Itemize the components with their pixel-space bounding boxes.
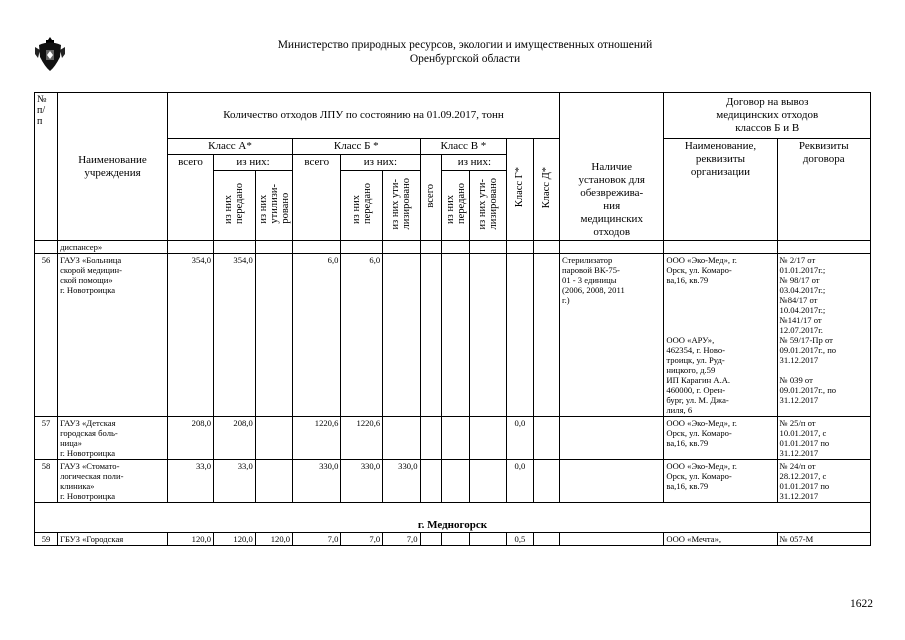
cell-b: 330,0 [293,460,341,503]
cell-v1 [442,460,469,503]
col-num-header: № п/ п [35,93,58,241]
class-d-header: Класс Д* [533,139,559,241]
cell-v1 [442,533,469,546]
cell-a2: 120,0 [255,533,292,546]
cell-inst [560,533,664,546]
cell-g [507,254,533,417]
cell-v1 [442,241,469,254]
cell-b2: 7,0 [383,533,420,546]
v-of-them-header: из них: [442,155,507,171]
cell-d [533,417,559,460]
col-req-header: Реквизиты договора [777,139,870,241]
cell-req: № 24/п от 28.12.2017, с 01.01.2017 по 31.12.2017 [777,460,870,503]
col-qty-header: Количество отходов ЛПУ по состоянию на 01.09.2017, тонн [167,93,559,139]
cell-org [664,241,777,254]
cell-v2 [469,417,506,460]
cell-org: ООО «Эко-Мед», г. Орск, ул. Комаро- ва,16, кв.79 [664,417,777,460]
cell-b2 [383,417,420,460]
cell-b: 1220,6 [293,417,341,460]
cell-num: 57 [35,417,58,460]
cell-req: № 2/17 от 01.01.2017г.; № 98/17 от 03.04.2017г.; №84/17 от 10.04.2017г.; №141/17 от 12.07.2017г. № 59/17-Пр от 09.01.2017г., по 31.12.2017 № 039 от 09.01.2017г., по 31.12.2017 [777,254,870,417]
cell-b: 7,0 [293,533,341,546]
cell-a: 33,0 [167,460,213,503]
coat-of-arms-emblem [34,36,66,72]
class-v-header: Класс В * [420,139,507,155]
cell-d [533,241,559,254]
cell-b1: 1220,6 [341,417,383,460]
cell-a: 354,0 [167,254,213,417]
cell-v [420,533,442,546]
city-section-label: г. Медногорск [35,503,871,533]
cell-a: 120,0 [167,533,213,546]
cell-a2 [255,460,292,503]
page-number: 1622 [850,598,873,610]
cell-name: ГАУЗ «Больница скорой медицин- ской помощи» г. Новотроицка [58,254,168,417]
cell-num: 59 [35,533,58,546]
cell-a1: 120,0 [214,533,256,546]
cell-name: ГБУЗ «Городская [58,533,168,546]
v-total-header: всего [420,155,442,241]
cell-name: диспансер» [58,241,168,254]
col-org-header: Наименование, реквизиты организации [664,139,777,241]
col-contract-header: Договор на вывоз медицинских отходов классов Б и В [664,93,871,139]
a-of-them-header: из них: [214,155,293,171]
cell-b2 [383,241,420,254]
cell-name: ГАУЗ «Детская городская боль- ница» г. Новотроицка [58,417,168,460]
cell-name: ГАУЗ «Стомато- логическая поли- клиника» г. Новотроицка [58,460,168,503]
a-utilized-header: из них утилизи- ровано [255,171,292,241]
cell-inst [560,241,664,254]
header-region: Оренбургской области [409,53,521,65]
cell-num: 56 [35,254,58,417]
b-total-header: всего [293,155,341,241]
col-name-header: Наименование учреждения [58,93,168,241]
cell-inst: Стерилизатор паровой ВК-75- 01 - 3 единицы (2006, 2008, 2011 г.) [560,254,664,417]
v-utilized-header: из них ути- лизировано [469,171,506,241]
cell-b1 [341,241,383,254]
cell-org: ООО «Эко-Мед», г. Орск, ул. Комаро- ва,16, кв.79 [664,460,777,503]
waste-table [34,92,871,546]
cell-a1: 354,0 [214,254,256,417]
col-install-header: Наличие установок для обезврежива- ния медицинских отходов [560,93,664,241]
b-utilized-header: из них ути- лизировано [383,171,420,241]
cell-inst [560,417,664,460]
cell-v2 [469,241,506,254]
b-transferred-header: из них передано [341,171,383,241]
cell-org: ООО «Мечта», [664,533,777,546]
cell-g: 0,0 [507,460,533,503]
cell-a1: 33,0 [214,460,256,503]
cell-v2 [469,533,506,546]
cell-g: 0,5 [507,533,533,546]
table-row [35,417,871,460]
cell-v1 [442,254,469,417]
a-transferred-header: из них передано [214,171,256,241]
cell-d [533,460,559,503]
cell-a2 [255,417,292,460]
cell-g [507,241,533,254]
cell-inst [560,460,664,503]
a-total-header: всего [167,155,213,241]
cell-req: № 25/п от 10.01.2017, с 01.01.2017 по 31.12.2017 [777,417,870,460]
cell-b2 [383,254,420,417]
cell-a2 [255,254,292,417]
class-g-header: Класс Г* [507,139,533,241]
table-row [35,533,871,546]
cell-b1: 330,0 [341,460,383,503]
cell-v [420,254,442,417]
cell-b: 6,0 [293,254,341,417]
cell-v [420,460,442,503]
cell-req: № 057-М [777,533,870,546]
cell-org: ООО «Эко-Мед», г. Орск, ул. Комаро- ва,16, кв.79 ООО «АРУ», 462354, г. Ново- троицк, ул. Руд- ницкого, д.59 ИП Карагин А.А. 460000, г. Орен- бург, ул. М. Джа- лиля, 6 [664,254,777,417]
v-transferred-header: из них передано [442,171,469,241]
cell-v1 [442,417,469,460]
cell-a: 208,0 [167,417,213,460]
cell-b1: 6,0 [341,254,383,417]
table-row [35,254,871,417]
b-of-them-header: из них: [341,155,420,171]
cell-v2 [469,254,506,417]
table-row [35,460,871,503]
cell-v2 [469,460,506,503]
cell-b1: 7,0 [341,533,383,546]
cell-a1 [214,241,256,254]
cell-a1: 208,0 [214,417,256,460]
cell-a2 [255,241,292,254]
header-ministry: Министерство природных ресурсов, экологии и имущественных отношений [277,39,653,51]
class-a-header: Класс А* [167,139,292,155]
cell-num: 58 [35,460,58,503]
cell-d [533,254,559,417]
table-row [35,241,871,254]
cell-v [420,417,442,460]
city-section-row [35,503,871,533]
cell-b [293,241,341,254]
cell-g: 0,0 [507,417,533,460]
cell-v [420,241,442,254]
cell-d [533,533,559,546]
cell-req [777,241,870,254]
cell-num [35,241,58,254]
cell-a [167,241,213,254]
cell-b2: 330,0 [383,460,420,503]
class-b-header: Класс Б * [293,139,420,155]
